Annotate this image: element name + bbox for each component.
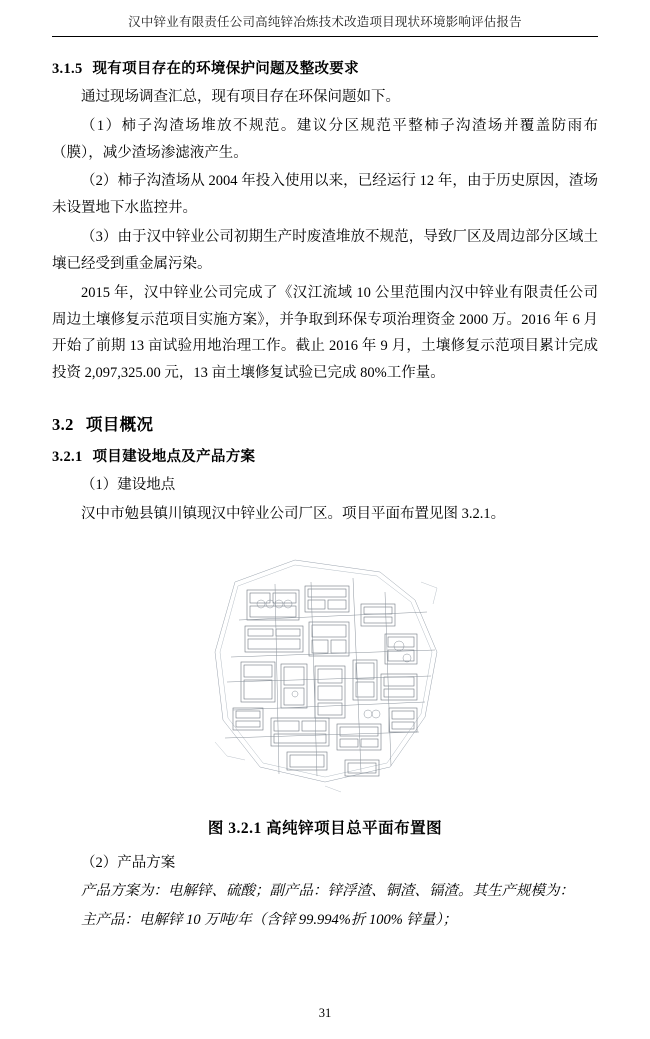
subheading-construction-site: （1）建设地点 bbox=[81, 476, 176, 493]
paragraph-product-plan: 产品方案为：电解锌、硫酸；副产品：锌浮渣、铜渣、镉渣。其生产规模为： bbox=[81, 883, 574, 900]
heading-3-2-1 bbox=[52, 445, 598, 466]
paragraph-remediation: 2015 年，汉中锌业公司完成了《汉江流域 10 公里范围内汉中锌业有限责任公司周边土壤修复示范项目实施方案》，并争取到环保专项治理资金 2000 万。2016 年 6 月开始了前期 13 亩试验用地治理工作。截止 2016 年 9 月，土壤修复示范项目累计完成投资 2,097,325.00 元，13 亩土壤修复试验已完成 80%工作量。 bbox=[52, 284, 598, 382]
heading-3-1-5 bbox=[52, 57, 598, 78]
figure-caption: 图 3.2.1 高纯锌项目总平面布置图 bbox=[207, 819, 443, 837]
heading-text: 现有项目存在的环境保护问题及整改要求 bbox=[92, 61, 359, 77]
heading-text: 项目概况 bbox=[85, 414, 154, 434]
paragraph-issue-3: （3）由于汉中锌业公司初期生产时废渣堆放不规范，导致厂区及周边部分区域土壤已经受到重金属污染。 bbox=[52, 229, 598, 272]
page-content bbox=[52, 37, 598, 934]
paragraph-construction-site: 汉中市勉县镇川镇现汉中锌业公司厂区。项目平面布置见图 3.2.1。 bbox=[81, 505, 506, 522]
paragraph-intro: 通过现场调查汇总，现有项目存在环保问题如下。 bbox=[81, 89, 400, 105]
page-number: 31 bbox=[318, 1006, 332, 1020]
paragraph-main-product: 主产品：电解锌 10 万吨/年（含锌 99.994%折 100% 锌量）； bbox=[81, 912, 458, 929]
paragraph-issue-1: （1）柿子沟渣场堆放不规范。建议分区规范平整柿子沟渣场并覆盖防雨布（膜），减少渣场渗滤液产生。 bbox=[52, 117, 598, 161]
plant-general-layout-drawing bbox=[175, 542, 475, 804]
heading-3-2 bbox=[52, 411, 598, 435]
heading-text: 项目建设地点及产品方案 bbox=[92, 448, 256, 465]
heading-number: 3.2 bbox=[52, 414, 74, 434]
subheading-product-plan: （2）产品方案 bbox=[81, 854, 176, 871]
paragraph-issue-2: （2）柿子沟渣场从 2004 年投入使用以来，已经运行 12 年，由于历史原因，渣场未设置地下水监控井。 bbox=[52, 173, 598, 217]
heading-number: 3.2.1 bbox=[52, 448, 83, 465]
heading-number: 3.1.5 bbox=[52, 61, 83, 77]
figure-block bbox=[52, 542, 598, 838]
header-title: 汉中锌业有限责任公司高纯锌冶炼技术改造项目现状环境影响评估报告 bbox=[128, 15, 522, 29]
page-header bbox=[52, 0, 598, 37]
layout-svg bbox=[175, 542, 475, 804]
